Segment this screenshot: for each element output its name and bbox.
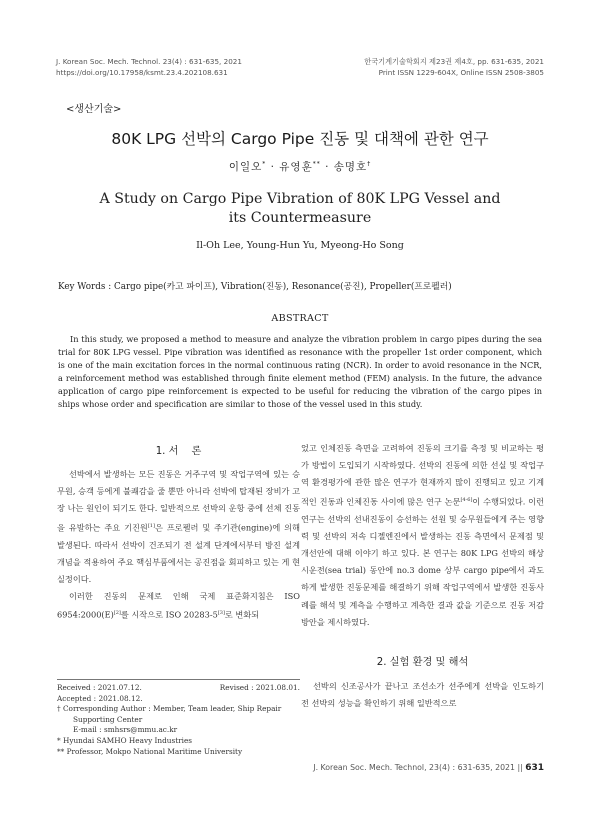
body-paragraph xyxy=(301,440,544,631)
text-run: 이 수행되었다. 이런 연구는 선박의 선내진동이 승선하는 선원 및 승무원들에게 주는 영향력 및 선박의 저속 디젤엔진에서 발생하는 진동 측면에서 문제점 및 개선안에 대해 이야기 하고 있다. 본 연구는 80K LPG 선박의 해상시운전(sea trial) 동안에 no.3 dome 상부 cargo pipe에서 과도하게 발생한 진동문제를 해결하기 위해 작업구역에서 발생한 진동사례를 해석 및 계측을 수행하고 계측한 결과 값을 기준으로 진동 저감 방안을 제시하였다. xyxy=(301,496,544,627)
section-heading: 2. 실험 환경 및 해석 xyxy=(376,656,469,668)
title-english-line: A Study on Cargo Pipe Vibration of 80K LPG Vessel and xyxy=(99,191,501,207)
affiliation: ** Professor, Mokpo National Maritime University xyxy=(57,746,243,756)
text-run: 이러한 진동의 문제로 인해 국제 표준화지침은 ISO 6954:2000(E) xyxy=(57,591,300,621)
author-separator: · xyxy=(325,161,330,173)
body-paragraph xyxy=(57,466,300,588)
author-mark: † xyxy=(367,160,372,168)
footnote-divider xyxy=(57,679,300,680)
section-heading: 1. 서 론 xyxy=(155,446,202,457)
issn: Print ISSN 1229-604X, Online ISSN 2508-3805 xyxy=(378,68,544,77)
body-paragraph: 선박의 신조공사가 끝나고 조선소가 선주에게 선박을 인도하기 전 선박의 성능을 확인하기 위해 일반적으로 xyxy=(301,680,544,709)
page-number: 631 xyxy=(525,763,544,773)
citation[interactable]: [4-6] xyxy=(460,496,473,503)
date-row xyxy=(57,683,300,694)
section-tag: <생산기술> xyxy=(66,104,122,115)
keywords-label: Key Words : xyxy=(58,282,112,292)
title-english-line: its Countermeasure xyxy=(228,210,372,226)
corresponding-author: † Corresponding Author : Member, Team leader, Ship Repair xyxy=(57,704,282,714)
revised-date: Revised : 2021.08.01. xyxy=(219,683,300,692)
corresponding-author-cont: Supporting Center xyxy=(73,714,143,724)
running-header-right xyxy=(364,56,544,78)
citation[interactable]: [2] xyxy=(113,610,121,617)
journal-citation-ko: 한국기계기술학회지 제23권 제4호, pp. 631-635, 2021 xyxy=(364,57,544,66)
author-mark: * xyxy=(262,160,267,168)
citation[interactable]: [1] xyxy=(147,522,155,529)
accepted-date: Accepted : 2021.08.12. xyxy=(57,693,143,703)
running-header-left xyxy=(56,56,242,78)
email[interactable]: E-mail : smhsrs@mmu.ac.kr xyxy=(73,725,178,735)
keywords-list: Cargo pipe(카고 파이프), Vibration(진동), Resonance(공진), Propeller(프로펠러) xyxy=(113,282,452,292)
journal-citation: J. Korean Soc. Mech. Technol. 23(4) : 631-635, 2021 xyxy=(56,57,242,66)
text-run: 은 프로펠러 및 주기관(engine)에 의해 발생된다. 따라서 선박이 건조되기 전 설계 단계에서부터 방진 설계 개념을 적용하여 주요 핵심부품에서는 공진점을 회피하고 있는 게 현 실정이다. xyxy=(57,522,300,584)
author-name: 송명호 xyxy=(333,161,368,173)
text-run: 선박에서 발생하는 모든 진동은 거주구역 및 작업구역에 있는 승무원, 승객 등에게 불쾌감을 줄 뿐만 아니라 선박에 탑재된 장비가 고장 나는 원인이 되기도 한다. 일반적으로 선박의 운항 중에 선체 진동을 유발하는 주요 기진원 xyxy=(57,469,300,533)
author-separator: · xyxy=(270,161,275,173)
text-run: 로 변화되 xyxy=(224,610,260,621)
left-column xyxy=(57,442,300,624)
footer-citation: J. Korean Soc. Mech. Technol, 23(4) : 631-635, 2021 || xyxy=(313,763,523,772)
abstract-body: In this study, we proposed a method to measure and analyze the vibration problem in cargo pipes during the sea trial for 80K LPG vessel. Pipe vibration was identified as resonance with the propeller 1st order component, which is one of the main excitation forces in the normal continuous rating (NCR). In order to avoid resonance in the NCR, a reinforcement method was established through finite element method (FEM) analysis. In the future, the advance application of cargo pipe reinforcement is expected to be useful for reducing the vibration of the cargo pipes in ships whose order and specification are similar to those of the vessel used in this study. xyxy=(58,334,542,409)
text-run: 었고 인체진동 측면을 고려하여 진동의 크기를 측정 및 비교하는 평가 방법이 도입되기 시작하였다. 선박의 진동에 의한 선실 및 작업구역 환경평가에 관한 많은 연구가 현재까지 많이 진행되고 있고 기계적인 진동과 인체진동 사이에 많은 연구 논문 xyxy=(301,443,544,507)
author-name: 유영훈 xyxy=(279,161,313,173)
title-english xyxy=(0,190,600,228)
author-name: 이일오 xyxy=(228,161,263,173)
footnotes xyxy=(57,683,300,757)
doi-link[interactable]: https://doi.org/10.17958/ksmt.23.4.202108.631 xyxy=(56,68,228,77)
page-footer xyxy=(313,763,544,773)
text-run: 를 시작으로 ISO 20283-5 xyxy=(120,610,218,621)
title-korean: 80K LPG 선박의 Cargo Pipe 진동 및 대책에 관한 연구 xyxy=(111,130,489,148)
authors-korean xyxy=(0,159,600,174)
author-mark: ** xyxy=(312,160,321,168)
body-paragraph xyxy=(57,588,300,624)
keywords xyxy=(58,279,452,292)
authors-english: Il-Oh Lee, Young-Hun Yu, Myeong-Ho Song xyxy=(196,240,404,251)
abstract-title: ABSTRACT xyxy=(271,313,329,324)
received-date: Received : 2021.07.12. xyxy=(57,683,142,692)
affiliation: * Hyundai SAMHO Heavy Industries xyxy=(57,735,193,745)
right-column xyxy=(301,440,544,712)
citation[interactable]: [3] xyxy=(217,610,225,617)
